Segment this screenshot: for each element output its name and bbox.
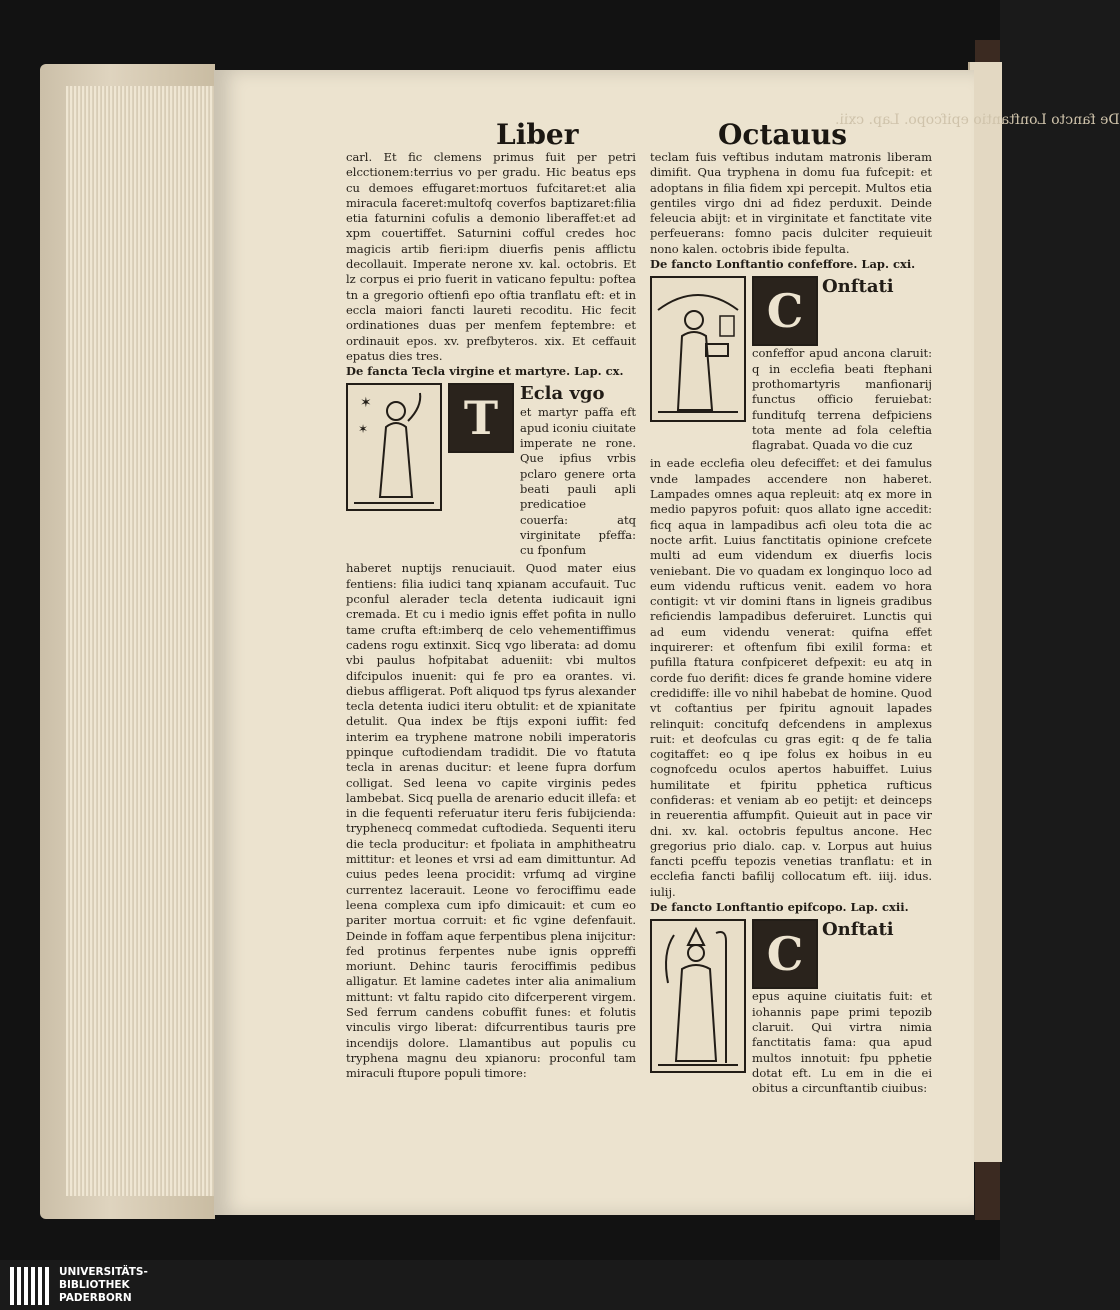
show-through-heading: De fancto Lonftantio epifcopo. Lap. cxii. (835, 112, 1120, 128)
side-text: confeffor apud ancona claruit: q in ecclefia beati ftephani prothomartyris manfionarij functus officio feruiebat: funditufq terrena defpiciens tota mente ad fola celeftia flagrabat. Quada vo die cuz (752, 346, 932, 453)
side-text: et martyr paffa eft apud iconiu ciuitate imperate ne rone. Que ipfius vrbis pclaro genere orta beati pauli apli predicatioe couerfa: atq virginitate pfeffa: cu fponfum (520, 405, 636, 558)
text-column-right (650, 150, 932, 1099)
running-head-left: Liber (496, 118, 579, 151)
saint-figure-icon (350, 387, 438, 507)
logo-line: PADERBORN (59, 1292, 132, 1304)
initial-side-text (752, 919, 932, 1096)
opening-words: Onftati (822, 276, 894, 298)
opening-words: Ecla vgo (520, 383, 605, 405)
woodcut-saint-thecla (346, 383, 442, 511)
decorated-initial: T (448, 383, 514, 453)
paragraph: haberet nuptijs renuciauit. Quod mater eius fentiens: filia iudici tanq xpianam accufauit. Tuc pconful alerader tecla detenta iudicauit igni cremada. Et cu i medio ignis effet pofita in nullo tame crufta eft:imberq de celo vehementiffimus cadens rogu extinxit. Sicq vgo liberata: ad domu vbi paulus hofpitabat adueniit: vbi multos difcipulos inuenit: qui fe pro ea orantes. vi. diebus affligerat. Poft aliquod tps fyrus alexander tecla detenta iudici iteru obtulit: et de xpianitate detulit. Qua index be ftijs exponi iuffit: fed interim ea tryphene matrone nobili imperatoris ppinque cuftodiendam tradidit. Die vo ftatuta tecla in arenas ducitur: et leene fupra dorfum colligat. Sed leena vo capite virginis pedes lambebat. Sicq puella de arenario educit illefa: et in die fequenti referuatur iteru feris fubijcienda: tryphenecq commedat cuftodieda. Sequenti iteru die tecla producitur: et fpoliata in amphitheatru mittitur: et leones et vrsi ad eam dimittuntur. Ad cuius pedes leena procidit: vrfumq ad virgine currentez lacerauit. Leone vo ferociffimu eade leena complexa cum ipfo dimicauit: et cum eo pariter mortua corruit: et fic vgine defenfauit. Deinde in foffam aque ferpentibus plena inijcitur: fed protinus ferpentes nube ignis oppreffi moriunt. Dehinc tauris ferociffimis pedibus alligatur. Et lamine cadetes inter alia animalium mittunt: vt faltu rapido cito difcerperent virgem. Sed ferrum candens cobuffit funes: et folutis vinculis virgo liberat: difcurrentibus tauris pre incendijs dolore. Llamantibus aut populis cu tryphena magnu deu xpianoru: proconful tam miraculi ftupore populi timore: (346, 561, 636, 1081)
side-text: epus aquine ciuitatis fuit: et iohannis pape primi tepozib claruit. Qui virtra nimia fanctitatis fama: qua apud multos innotuit: fpu pphetie dotat eft. Lu em in die ei obitus a circunftantib ciuibus: (752, 989, 932, 1096)
woodcut-bishop-constantius (650, 919, 746, 1073)
opening-words: Onftati (822, 919, 894, 941)
paragraph: in eade ecclefia oleu defeciffet: et dei famulus vnde lampades accendere non haberet. Lampades omnes aqua repleuit: atq ex more in medio papyros pofuit: quos allato igne accedit: ficq aqua in lampadibus acfi oleu tota die ac nocte arfit. Luius fanctitatis opinione crefcete multi ad eum videndum ex diuerfis locis veniebant. Die vo quadam ex longinquo loco ad eum videndu rufticus venit. eadem vo hora contigit: vt vir domini ftans in ligneis gradibus reficiendis lampadibus deferuiret. Lunctis qui ad eum videndu venerat: quifna effet inquirerer: et oftenfum fibi exilil forma: et pufilla ftatura confpiceret defpexit: eu atq in corde fuo derifit: dices fe grande homine videre credidiffe: ille vo nihil habebat de homine. Quod vt coftantius per fpiritu agnouit lapades relinquit: concitufq defcendens in amplexus ruit: et deofculas cu gras egit: q de fe talia cogitaffet: eo q ipe folus ex hoibus in eu cognofcedu oculos apertos habuiffet. Luius humilitate et fpiritu pphetica rufticus confideras: et veniam ab eo petijt: et deinceps in reuerentia affumpfit. Quieuit aut in pace vir dni. xv. kal. octobris fepultus ancone. Hec gregorius prio dialo. cap. v. Lorpus aut huius fancti pceffu tepozis venetias tranflatu: et in ecclefia fancti bafilij collocatum eft. iiij. idus. iulij. (650, 456, 932, 899)
initial-row (752, 919, 932, 989)
woodcut-saint-constantius (650, 276, 746, 422)
paragraph: carl. Et fic clemens primus fuit per petri elcctionem:terrius vo per gradu. Hic beatus eps cu demoes effugaret:mortuos fufcitaret:et alia miracula faceret:multofq coverfos baptizaret:filia etia faturnini cofulis a demonio liberaffet:et ad xpm couertiffet. Saturnini cofful credes hoc magicis artib fieri:ipm diuerfis penis afflictu decollauit. Imperate nerone xv. kal. octobris. Et lz corpus ei prio fuerit in vaticano fepultu: poftea tn a gregorio oftienfi epo oftia tranflatu eft: et in eccla maiori fancti laureti recoditu. Hic fecit ordinationes duas per menfem feptembre: et ordinauit epos. xv. prefbyteros. xix. Et ceffauit epatus dies tres. (346, 150, 636, 363)
illustrated-block (650, 276, 932, 453)
chapter-heading: De fancto Lonftantio confeffore. Lap. cxi. (650, 257, 916, 272)
svg-text:✶: ✶ (358, 422, 369, 437)
svg-text:✶: ✶ (360, 395, 372, 412)
page-stack (66, 86, 216, 1196)
chapter-heading: De fancta Tecla virgine et martyre. Lap. cx. (346, 364, 624, 379)
illustrated-block (346, 383, 636, 558)
initial-side-text (752, 276, 932, 453)
illustrated-block (650, 919, 932, 1096)
decorated-initial: C (752, 919, 818, 989)
logo-line: BIBLIOTHEK (59, 1279, 130, 1291)
logo-text (59, 1266, 148, 1305)
bishop-figure-icon (654, 923, 742, 1069)
text-column-left (346, 150, 636, 1082)
saint-reading-icon (654, 280, 742, 418)
running-head-right: Octauus (718, 118, 847, 151)
logo-bars-icon (10, 1267, 49, 1305)
logo-line: UNIVERSITÄTS- (59, 1266, 148, 1278)
chapter-heading: De fancto Lonftantio epifcopo. Lap. cxii. (650, 900, 909, 915)
decorated-initial: C (752, 276, 818, 346)
paragraph: teclam fuis veftibus indutam matronis liberam dimifit. Qua tryphena in domu fua fufcepit: et adoptans in filia fidem xpi percepit. Multos etia gentiles virgo dni ad fidez perduxit. Deinde feleucia abijt: et in virginitate et fanctitate vite perfeuerans: fomno pacis dulciter requieuit nono kalen. octobris ibide fepulta. (650, 150, 932, 256)
library-logo (10, 1266, 148, 1305)
initial-side-text (520, 383, 636, 558)
initial-row (752, 276, 932, 346)
